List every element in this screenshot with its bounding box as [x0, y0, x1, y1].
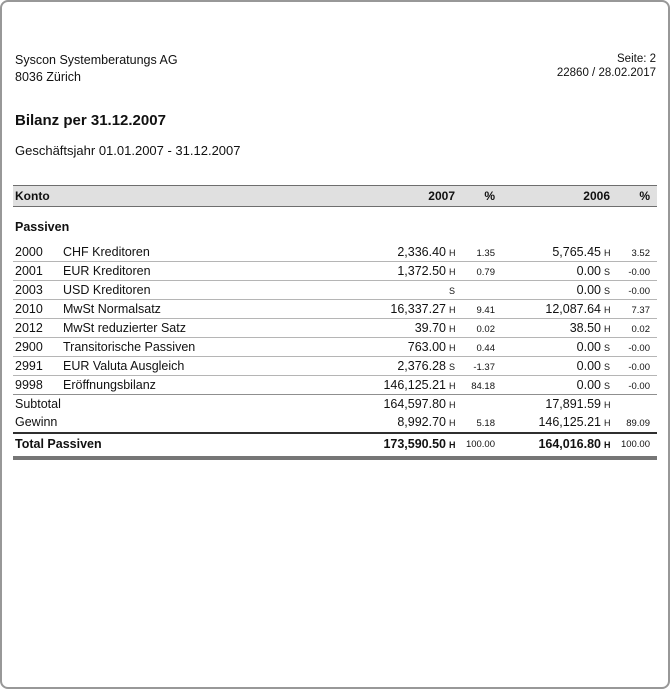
balance-marker-2007: S	[449, 286, 456, 296]
table-header-row	[13, 185, 657, 207]
account-number: 2010	[15, 302, 43, 316]
balance-marker-2007: H	[449, 305, 456, 315]
account-name: EUR Valuta Ausgleich	[63, 359, 185, 373]
percent-2007: 5.18	[476, 417, 495, 429]
account-name: MwSt reduzierter Satz	[63, 321, 186, 335]
account-number: 2003	[15, 283, 43, 297]
total-amount-2007: 173,590.50	[383, 436, 446, 451]
amount-2006: 0.00	[576, 283, 601, 297]
total-amount-2006: 164,016.80	[538, 436, 601, 451]
amount-2006: 17,891.59	[545, 397, 601, 411]
amount-2006: 146,125.21	[538, 415, 601, 429]
report-title: Bilanz per 31.12.2007	[15, 112, 166, 129]
balance-marker-2006: S	[604, 286, 611, 296]
company-address-block	[13, 52, 178, 86]
percent-2007	[458, 403, 495, 405]
column-header-konto: Konto	[15, 189, 50, 203]
table-row	[13, 338, 657, 357]
balance-marker-2006: H	[604, 305, 611, 315]
balance-marker-2007: H	[449, 343, 456, 353]
account-name: Transitorische Passiven	[63, 340, 196, 354]
balance-marker-2006: H	[604, 400, 611, 410]
percent-2006: 7.37	[631, 304, 650, 316]
balance-table	[13, 185, 657, 460]
table-row	[13, 357, 657, 376]
balance-marker-2006: H	[604, 248, 611, 258]
percent-2007: 0.02	[476, 323, 495, 335]
percent-2007	[458, 289, 495, 291]
amount-2006: 38.50	[569, 321, 601, 335]
percent-2007: 0.79	[476, 266, 495, 278]
percent-2007: 84.18	[471, 380, 495, 392]
amount-2007: 146,125.21	[383, 378, 446, 392]
balance-marker-2007: H	[449, 324, 456, 334]
summary-label: Subtotal	[15, 397, 61, 411]
percent-2006: -0.00	[628, 285, 650, 297]
percent-2006: 89.09	[626, 417, 650, 429]
amount-2006: 0.00	[576, 378, 601, 392]
percent-2006: -0.00	[628, 342, 650, 354]
report-content	[2, 52, 668, 460]
total-label: Total Passiven	[15, 436, 102, 451]
summary-row	[13, 395, 657, 413]
balance-marker-2006: S	[604, 381, 611, 391]
amount-2006: 0.00	[576, 359, 601, 373]
table-row	[13, 376, 657, 395]
account-name: Eröffnungsbilanz	[63, 378, 156, 392]
account-rows	[13, 243, 657, 395]
percent-2006: 0.02	[631, 323, 650, 335]
account-number: 2900	[15, 340, 43, 354]
table-row	[13, 319, 657, 338]
balance-marker-2006: H	[604, 324, 611, 334]
balance-marker-2007: H	[449, 400, 456, 410]
amount-2006: 0.00	[576, 264, 601, 278]
balance-marker-2007: H	[449, 248, 456, 258]
summary-row	[13, 413, 657, 431]
account-number: 2012	[15, 321, 43, 335]
account-name: USD Kreditoren	[63, 283, 151, 297]
account-number: 9998	[15, 378, 43, 392]
letterhead	[13, 52, 657, 86]
amount-2007: 16,337.27	[390, 302, 446, 316]
balance-marker-2006: H	[604, 418, 611, 428]
percent-2007: 0.44	[476, 342, 495, 354]
balance-marker-2006: S	[604, 267, 611, 277]
total-percent-2006: 100.00	[620, 439, 650, 450]
total-percent-2007: 100.00	[465, 439, 495, 450]
amount-2007: 763.00	[407, 340, 446, 354]
percent-2006: -0.00	[628, 380, 650, 392]
account-number: 2000	[15, 245, 43, 259]
column-header-2006: 2006	[583, 189, 610, 203]
page-number: Seite: 2	[617, 53, 656, 65]
account-name: CHF Kreditoren	[63, 245, 150, 259]
balance-marker-2007: H	[449, 418, 456, 428]
table-row	[13, 281, 657, 300]
document-reference: 22860 / 28.02.2017	[556, 67, 656, 79]
percent-2007: -1.37	[473, 361, 495, 373]
table-row	[13, 243, 657, 262]
balance-marker-2006: S	[604, 343, 611, 353]
account-name: MwSt Normalsatz	[63, 302, 161, 316]
percent-2006: 3.52	[631, 247, 650, 259]
account-name: EUR Kreditoren	[63, 264, 151, 278]
percent-2007: 9.41	[476, 304, 495, 316]
report-subtitle: Geschäftsjahr 01.01.2007 - 31.12.2007	[15, 143, 241, 158]
percent-2007: 1.35	[476, 247, 495, 259]
column-header-2007: 2007	[428, 189, 455, 203]
amount-2006: 5,765.45	[552, 245, 601, 259]
balance-marker-2007: S	[449, 362, 456, 372]
total-balance-marker-2007: H	[449, 439, 456, 450]
balance-marker-2007: H	[449, 267, 456, 277]
percent-2006: -0.00	[628, 361, 650, 373]
amount-2007: 164,597.80	[383, 397, 446, 411]
company-name: Syscon Systemberatungs AG	[15, 53, 178, 67]
amount-2007: 2,376.28	[397, 359, 446, 373]
summary-label: Gewinn	[15, 415, 58, 429]
total-balance-marker-2006: H	[604, 439, 611, 450]
column-header-percent-2006: %	[639, 189, 650, 203]
column-header-percent-2007: %	[484, 189, 495, 203]
balance-marker-2007: H	[449, 381, 456, 391]
table-end-rule	[13, 456, 657, 460]
amount-2007: 39.70	[414, 321, 446, 335]
amount-2006: 12,087.64	[545, 302, 601, 316]
table-row	[13, 300, 657, 319]
amount-2007: 8,992.70	[397, 415, 446, 429]
amount-2006: 0.00	[576, 340, 601, 354]
section-heading-passiven: Passiven	[15, 220, 70, 234]
amount-2007: 1,372.50	[397, 264, 446, 278]
percent-2006: -0.00	[628, 266, 650, 278]
total-row	[13, 432, 657, 453]
percent-2006	[613, 403, 657, 405]
summary-rows	[13, 395, 657, 431]
company-city: 8036 Zürich	[15, 70, 82, 84]
account-number: 2991	[15, 359, 43, 373]
balance-marker-2006: S	[604, 362, 611, 372]
account-number: 2001	[15, 264, 43, 278]
page-info-block	[557, 52, 657, 80]
table-row	[13, 262, 657, 281]
amount-2007: 2,336.40	[397, 245, 446, 259]
